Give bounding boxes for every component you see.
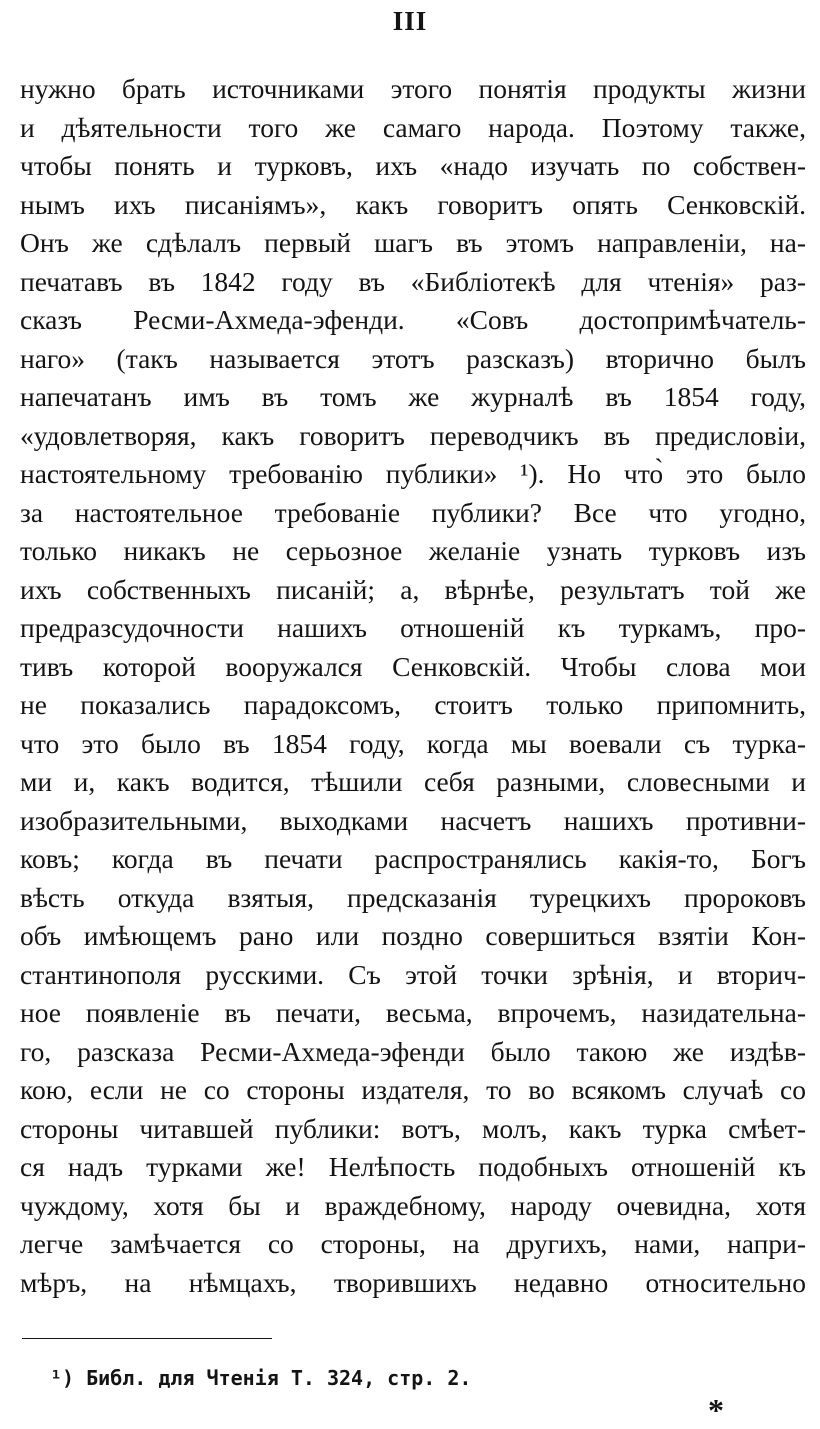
text-line: стантинополя русскими. Съ этой точки зрѣнія, и вторич-: [20, 958, 806, 990]
text-line: Онъ же сдѣлалъ первый шагъ въ этомъ направленіи, на-: [20, 227, 806, 258]
text-line: кою, если не со стороны издателя, то во всякомъ случаѣ со: [20, 1074, 806, 1105]
footnote-divider: [22, 1338, 272, 1339]
text-line: не показались парадоксомъ, стоитъ только припомнить,: [20, 689, 806, 720]
text-line: предразсудочности нашихъ отношеній къ туркамъ, про-: [20, 612, 806, 643]
text-line: ся надъ турками же! Нелѣпость подобныхъ отношеній къ: [20, 1151, 806, 1182]
text-line: наго» (такъ называется этотъ разсказъ) вторично былъ: [20, 342, 806, 374]
text-line: за настоятельное требованіе публики? Все что угодно,: [20, 496, 806, 528]
text-line: чтобы понять и турковъ, ихъ «надо изучать по собствен-: [20, 150, 806, 181]
signature-mark: *: [708, 1392, 724, 1428]
text-line: нужно брать источниками этого понятія продукты жизни: [20, 73, 806, 104]
body-text: [20, 70, 806, 1302]
text-line: изобразительными, выходками насчетъ нашихъ противни-: [20, 804, 806, 836]
page-number: III: [392, 6, 428, 36]
text-line: го, разсказа Ресми-Ахмеда-эфенди было такою же издѣв-: [20, 1035, 806, 1067]
text-line: тивъ которой вооружался Сенковскій. Чтобы слова мои: [20, 650, 806, 682]
text-line: только никакъ не серьозное желаніе узнать турковъ изъ: [20, 535, 806, 566]
text-line: чуждому, хотя бы и враждебному, народу очевидна, хотя: [20, 1189, 806, 1221]
text-line: напечатанъ имъ въ томъ же журналѣ въ 1854 году,: [20, 381, 806, 412]
text-line: что это было въ 1854 году, когда мы воевали съ турка-: [20, 727, 806, 759]
text-line: объ имѣющемъ рано или поздно совершиться взятіи Кон-: [20, 920, 806, 951]
text-line: ное появленіе въ печати, весьма, впрочемъ, назидательна-: [20, 997, 806, 1028]
text-line: настоятельному требованію публики» ¹). Но что̀ это было: [20, 458, 806, 489]
text-line: стороны читавшей публики: вотъ, молъ, какъ турка смѣет-: [20, 1112, 806, 1144]
text-line: печатавъ въ 1842 году въ «Библіотекѣ для чтенія» раз-: [20, 265, 806, 297]
text-line: ми и, какъ водится, тѣшили себя разными, словесными и: [20, 766, 806, 797]
text-line: вѣсть откуда взятыя, предсказанія турецкихъ пророковъ: [20, 881, 806, 913]
text-line: легче замѣчается со стороны, на другихъ, нами, напри-: [20, 1228, 806, 1259]
footnote: ¹) Библ. для Чтенія Т. 324, стр. 2.: [50, 1366, 472, 1390]
text-line: ихъ собственныхъ писаній; а, вѣрнѣе, результатъ той же: [20, 573, 806, 605]
text-line: сказъ Ресми-Ахмеда-эфенди. «Совъ достопримѣчатель-: [20, 304, 806, 335]
text-line: ковъ; когда въ печати распространялись какія-то, Богъ: [20, 843, 806, 874]
text-line: нымъ ихъ писаніямъ», какъ говоритъ опять Сенковскій.: [20, 188, 806, 220]
text-line: мѣръ, на нѣмцахъ, творившихъ недавно относительно: [20, 1266, 806, 1298]
text-line: и дѣятельности того же самаго народа. Поэтому также,: [20, 111, 806, 143]
text-line: «удовлетворяя, какъ говоритъ переводчикъ въ предисловіи,: [20, 419, 806, 451]
